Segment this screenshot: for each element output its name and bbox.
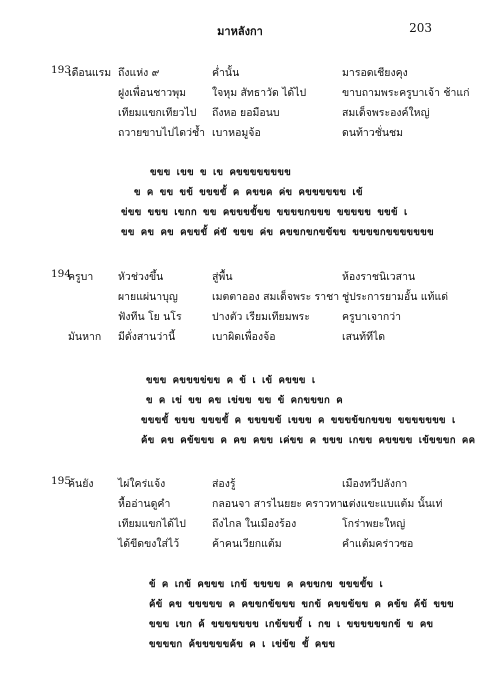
verse-row <box>0 124 480 144</box>
verse-phrase: ปางตัว เรียมเทียมพระ <box>212 311 310 323</box>
verse-phrase: ไผ่ใคร่แจ้ง <box>118 478 166 490</box>
khom-line: ขขขขก ค้ขขขขขค้ข ค เ เข่ข้ข ขั้ คขข <box>149 639 336 650</box>
verse-phrase: เสนท้ทีได <box>342 331 386 343</box>
khom-line: ข่ขข ขขข เขกก ขข คขขขขั้ขข ขขขขกขขข ขขขขข ขขข้ เ <box>121 207 408 218</box>
verse-row <box>0 515 480 535</box>
khom-line: ข ค เข่ ขข คข เข่ขข ขข ข้ คกขขขก ค <box>146 395 343 406</box>
verse-phrase: เมตตาออง สมเด็จพระ ราชา <box>212 291 340 303</box>
verse-phrase: สู่พื้น <box>212 271 233 283</box>
verse-phrase: คำแต้มคร่าวซอ <box>342 538 414 550</box>
verse-phrase: หัวช่วงขึ้น <box>118 271 164 283</box>
verse-phrase: กลอนจา สารไนยยะ คราวทาง <box>212 498 348 510</box>
verse-row <box>0 328 480 348</box>
verse-phrase: ถึงไกล ในเมืองร้อง <box>212 518 297 530</box>
verse-row <box>0 308 480 328</box>
verse-phrase: แต่งแขะแบแต้ม นั้นเท่ <box>342 498 443 510</box>
khom-line: ขขข เขข ข เข คขขขขขขขข <box>150 167 292 178</box>
verse-phrase: หื้ออ่านดูคำ <box>118 498 171 510</box>
verse-row <box>0 535 480 555</box>
verse-row <box>0 288 480 308</box>
verse-label: ครูบา <box>68 271 94 283</box>
verse-phrase: ค่ำนั้น <box>212 67 240 79</box>
khom-line: ค้ข้ คข ขขขขข ค คขขกข้ขขข ขกข้ คขขข้ขข ค คข้ข ค้ข้ ขขข <box>149 599 455 610</box>
verse-phrase: ฝูงเพื่อนชาวพุม <box>118 87 187 99</box>
verse-phrase: มีดั่งสานว่านี้ <box>118 331 176 343</box>
verse-phrase: โกร่าพยะใหญ่ <box>342 518 406 530</box>
verse-row <box>0 104 480 124</box>
verse-phrase: ขาบถามพระครูบาเจ้า ช้าแก่ <box>342 87 470 99</box>
khom-line: ขขข คขขขข่ขข ค ข้ เ เข้ คขขข เ <box>146 375 316 386</box>
verse-phrase: ชู่ประการยามอั้น แท้แด่ <box>342 291 449 303</box>
verse-label: มันหาก <box>68 331 102 343</box>
verse-phrase: ผายแผ่นาบุญ <box>118 291 178 303</box>
stanza-number: 195 <box>51 475 72 487</box>
verse-phrase: ดนท้าวชั่นชม <box>342 127 404 139</box>
verse-phrase: เทียมแขกเทียวไป <box>118 107 197 119</box>
verse-phrase: เบาผิดเพื่องจ้อ <box>212 331 276 343</box>
verse-phrase: ส่องรู้ <box>212 478 236 490</box>
khom-line: ขข คข คข คขขขั้ ค่ขั ขขข ค่ข คขขกขกขข้ขข ขขขขกขขขขขขข <box>121 227 434 238</box>
stanza-number: 194 <box>51 268 72 280</box>
verse-phrase: เทียมแขกได้ไป <box>118 518 186 530</box>
verse-phrase: ถวายขาบไปไดว่ช้ำ <box>118 127 206 139</box>
verse-phrase: ถึงหอ ยอมือนบ <box>212 107 280 119</box>
khom-line: ข ค ขข ขข้ ขขขขั้ ค คขขค ค่ข คขขขขขข เข้ <box>134 187 363 198</box>
verse-label: ค้นยัง <box>68 478 94 490</box>
verse-phrase: ห้องราชนิเวสาน <box>342 271 416 283</box>
verse-phrase: ฟังทีน โย นโร <box>118 311 182 323</box>
khom-line: ขขข เขก ค้ ขขขขขขข เกข้ขขขั้ เ กข เ ขขขขขขกข้ ข คข <box>149 619 434 630</box>
verse-phrase: ค้าคนเวียกแต้ม <box>212 538 282 550</box>
verse-phrase: มารอดเชียงคุง <box>342 67 408 79</box>
verse-label: เดือนแรม <box>68 67 112 79</box>
verse-row <box>0 268 480 288</box>
verse-row <box>0 64 480 84</box>
page-number: 203 <box>409 21 432 35</box>
stanza-number: 193 <box>51 64 72 76</box>
verse-row <box>0 475 480 495</box>
verse-row <box>0 495 480 515</box>
verse-row <box>0 84 480 104</box>
khom-line: ขขขขั้ ขขข ขขขขั้ ค ขขขขข้ เขขข ค ขขขข้ขกขขข ขขขขขขข เ <box>141 415 456 426</box>
page-header-title: มาหลังกา <box>217 25 263 38</box>
verse-phrase: ถึงแห่ง ๙ <box>118 67 160 79</box>
verse-phrase: ใจหุม สัทธาวัด ได้ไป <box>212 87 307 99</box>
verse-phrase: เมืองทวีปลังกา <box>342 478 408 490</box>
verse-phrase: สมเด็จพระองค์ใหญ่ <box>342 107 430 119</box>
verse-phrase: ได้ขีดขงใส่ไว้ <box>118 538 180 550</box>
khom-line: ค้ข คข คข้ขขข ค คข คขข เค่ขข ค ขขข เกขข คขขขข เข้ขขขก คค <box>141 435 476 446</box>
khom-line: ข้ ค เกข้ คขขข เกข้ ขขขข ค คขขกข ขขขขั้ข เ <box>149 579 384 590</box>
verse-phrase: ครูบาเจากว่า <box>342 311 402 323</box>
verse-phrase: เบาหอมูจ้อ <box>212 127 261 139</box>
